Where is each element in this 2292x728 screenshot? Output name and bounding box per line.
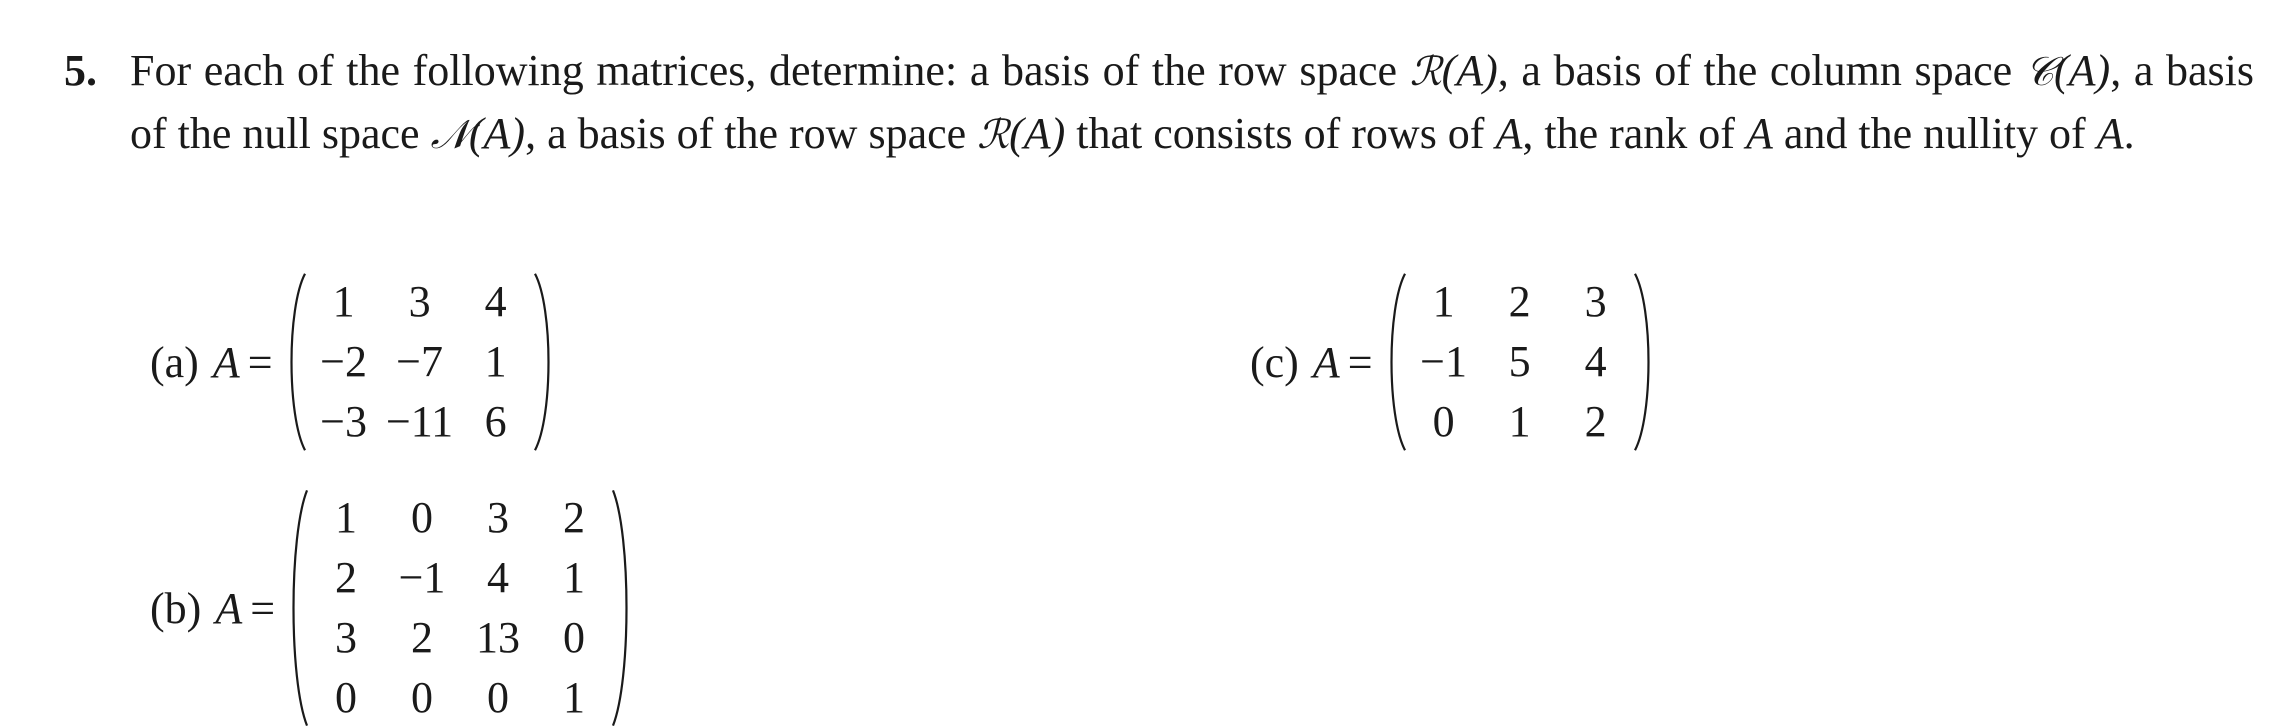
matrix-entry: 0	[487, 673, 510, 722]
var-a: A	[1745, 109, 1773, 158]
equals-sign: =	[250, 583, 276, 633]
matrix-entry: 1	[335, 493, 358, 542]
matrix-entry: 13	[476, 613, 521, 662]
matrix-c-label	[1250, 337, 1373, 388]
matrix-b	[285, 488, 635, 728]
matrix-entry: 1	[563, 553, 586, 602]
matrix-entry: 4	[487, 553, 510, 602]
arg-a: (A)	[2054, 46, 2111, 95]
matrix-entry: 0	[563, 613, 586, 662]
left-paren	[1383, 272, 1409, 452]
matrix-entry: −11	[385, 397, 454, 446]
right-paren	[531, 272, 557, 452]
text-segment: that consists of rows of	[1065, 109, 1496, 158]
matrix-entry: 5	[1508, 337, 1531, 386]
right-paren	[609, 488, 635, 728]
text-segment: and the nullity of	[1772, 109, 2097, 158]
matrix-entry: 1	[1432, 277, 1455, 326]
part-label: (c)	[1250, 337, 1299, 387]
matrix-entry: 2	[335, 553, 358, 602]
arg-a: (A)	[1009, 109, 1066, 158]
arg-a: (A)	[1441, 46, 1498, 95]
matrix-b-block	[150, 488, 635, 728]
matrix-entry: 0	[411, 673, 434, 722]
text-segment: , a basis of the row space	[525, 109, 978, 158]
matrix-entry: −1	[1420, 337, 1467, 386]
matrix-c-block	[1250, 272, 1657, 452]
part-label: (a)	[150, 337, 199, 387]
matrix-variable: A	[1312, 337, 1340, 387]
matrix-entry: 3	[335, 613, 358, 662]
text-segment: , the rank of	[1522, 109, 1746, 158]
matrix-entry: −3	[320, 397, 367, 446]
matrix-entry: −7	[396, 337, 443, 386]
matrix-entry: 1	[563, 673, 586, 722]
matrix-a-block	[150, 272, 557, 452]
part-label: (b)	[150, 583, 202, 633]
var-a: A	[2096, 109, 2124, 158]
matrix-c	[1383, 272, 1657, 452]
matrix-entry: 1	[332, 277, 355, 326]
matrix-variable: A	[212, 337, 240, 387]
matrix-entry: 3	[487, 493, 510, 542]
column-space-symbol: 𝒞	[2024, 49, 2055, 95]
var-a: A	[1495, 109, 1523, 158]
matrix-entry: 2	[411, 613, 434, 662]
matrix-entry: 2	[1584, 397, 1607, 446]
left-paren	[285, 488, 311, 728]
right-paren	[1631, 272, 1657, 452]
matrix-entry: 0	[1432, 397, 1455, 446]
row-space-symbol: ℛ	[977, 112, 1010, 158]
matrix-entry: −1	[398, 553, 446, 602]
arg-a: (A)	[468, 109, 526, 158]
matrix-a	[283, 272, 557, 452]
text-segment: .	[2123, 109, 2135, 158]
problem-number: 5.	[64, 46, 97, 95]
equals-sign: =	[1347, 337, 1373, 387]
null-space-symbol: 𝒩	[430, 112, 469, 158]
matrix-entry: 4	[1584, 337, 1607, 386]
left-paren	[283, 272, 309, 452]
matrix-entry: −2	[320, 337, 367, 386]
text-segment: For each of the following matrices, determine: a basis of the row space	[130, 46, 1410, 95]
equals-sign: =	[247, 337, 273, 387]
matrix-b-label	[150, 583, 275, 634]
text-segment: , a basis of the null space	[130, 46, 2255, 158]
matrix-entry: 4	[484, 277, 507, 326]
matrix-entry: 6	[484, 397, 507, 446]
text-segment: , a basis of the column space	[1497, 46, 2025, 95]
matrix-entry: 0	[411, 493, 434, 542]
matrix-entry: 0	[335, 673, 358, 722]
matrix-entry: 3	[1584, 277, 1607, 326]
matrix-entry: 1	[1508, 397, 1531, 446]
matrix-entry: 1	[484, 337, 507, 386]
matrix-entry: 2	[1508, 277, 1531, 326]
problem-statement	[130, 40, 2254, 166]
row-space-symbol: ℛ	[1409, 49, 1442, 95]
problem-5	[64, 40, 2254, 166]
matrix-entry: 2	[563, 493, 586, 542]
matrix-variable: A	[215, 583, 243, 633]
matrix-a-label	[150, 337, 273, 388]
matrix-entry: 3	[408, 277, 431, 326]
